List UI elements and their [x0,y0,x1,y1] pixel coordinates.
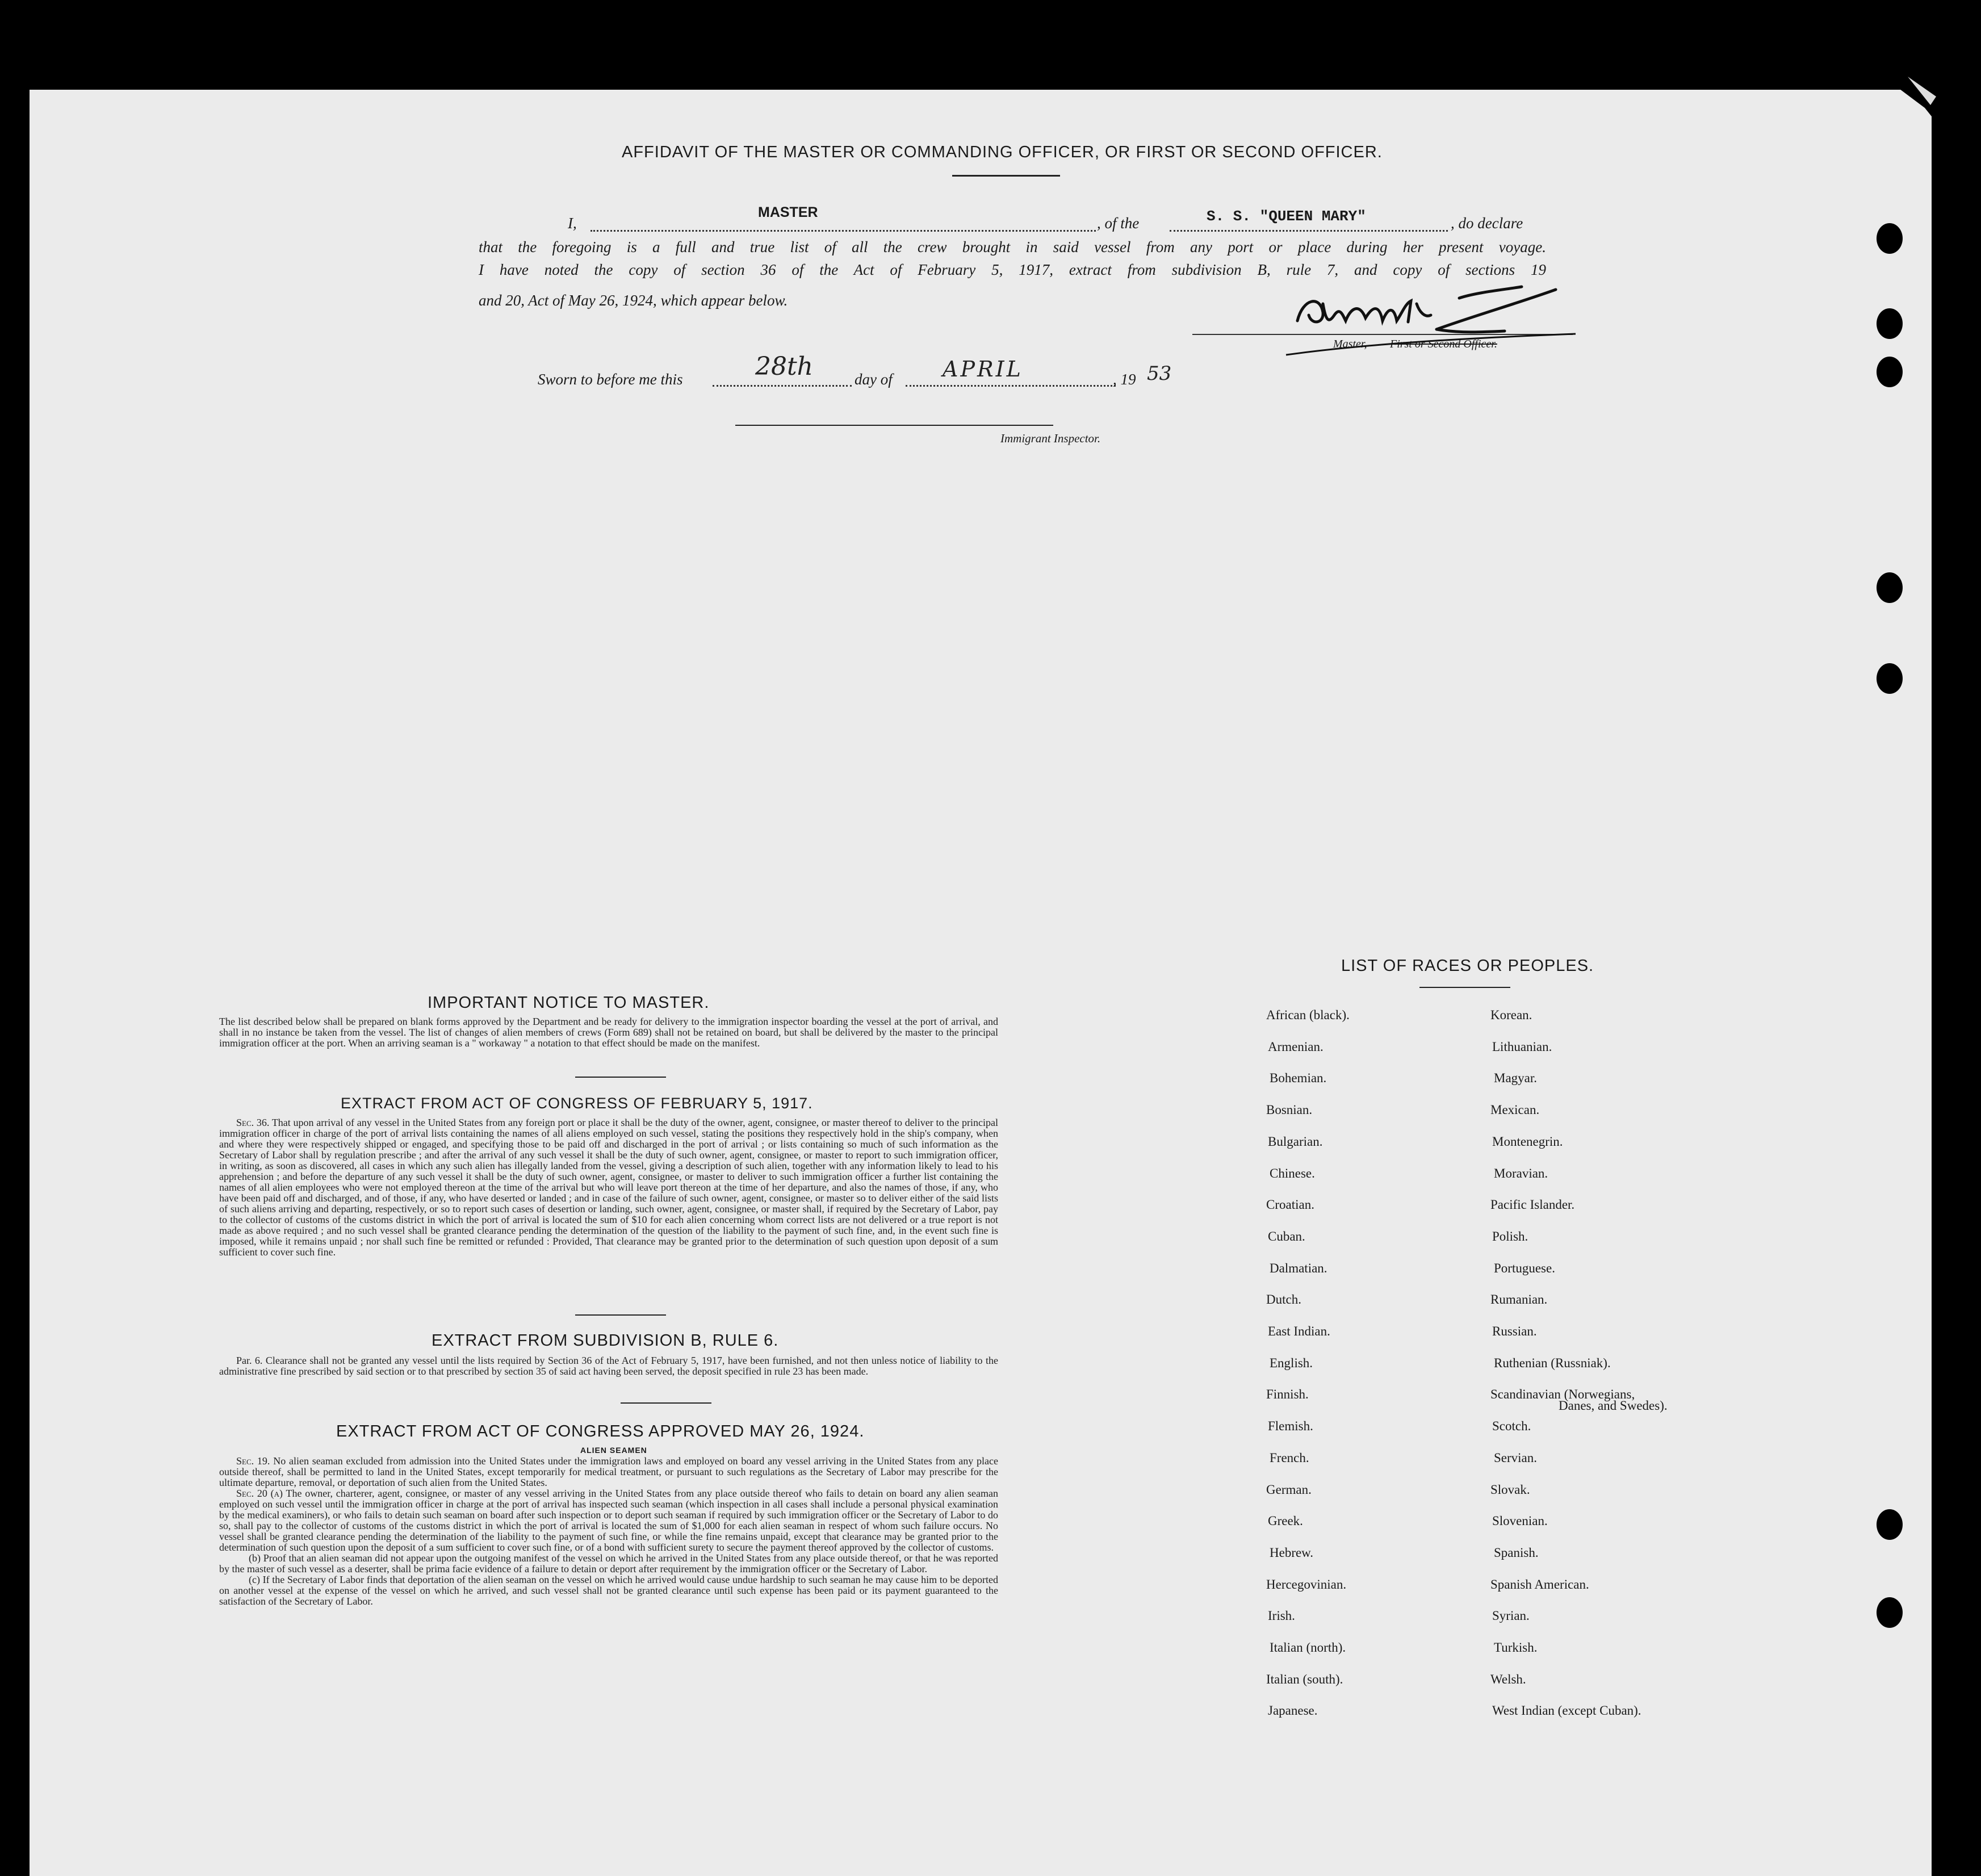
name-line [590,230,1096,232]
divider [952,175,1060,177]
inspector-caption: Immigrant Inspector. [1000,432,1101,445]
extract-1924-body [219,1456,998,1607]
race-item: Magyar. [1494,1071,1538,1086]
race-item: Finnish. [1266,1387,1309,1402]
subdivision-b-body [219,1355,998,1377]
notice-body: The list described below shall be prepared on blank forms approved by the Department and be ready for delivery to the immigration inspector boarding the vessel at the port of arrival, and shall in no instance be taken from the vessel. The list of changes of alien members of crews (Form 689) shall not be retained on board, but shall be delivered by the master to the principal immigration officer at the port. When an arriving seaman is a " workaway " a notation to that effect should be made on the manifest. [219,1016,998,1049]
punch-hole [1877,1509,1903,1540]
sec-19-label: Sec. 19. [236,1455,270,1467]
race-item: Syrian. [1492,1609,1530,1623]
race-item: Cuban. [1268,1229,1305,1243]
race-item: Armenian. [1268,1039,1324,1054]
affidavit-line-4: and 20, Act of May 26, 1924, which appear below. [479,292,788,309]
race-item: Ruthenian (Russniak). [1494,1355,1611,1370]
affidavit-heading: AFFIDAVIT OF THE MASTER OR COMMANDING OFFICER, OR FIRST OR SECOND OFFICER. [622,143,1383,161]
sec-20b-paragraph [219,1553,998,1575]
race-item: Croatian. [1266,1197,1314,1212]
sec-36-label: Sec. 36. [236,1117,270,1128]
race-item: German. [1266,1482,1312,1497]
filled-vessel: S. S. "QUEEN MARY" [1207,208,1366,225]
day-of-label: day of [855,371,893,388]
race-item: Dalmatian. [1270,1261,1327,1275]
race-item: French. [1270,1450,1309,1465]
race-item: Slovenian. [1492,1514,1548,1529]
races-heading: LIST OF RACES OR PEOPLES. [1341,957,1594,975]
divider [621,1402,711,1404]
clip-mark [1868,74,1948,142]
par-6-label: Par. 6. [236,1355,263,1366]
punch-hole [1877,357,1903,387]
punch-hole [1877,572,1903,603]
sec-19-paragraph [219,1456,998,1488]
race-item: Spanish American. [1490,1577,1589,1592]
race-item: English. [1270,1355,1313,1370]
sec-20a-label: Sec. 20 (a) [236,1488,283,1499]
race-item: Dutch. [1266,1292,1301,1307]
race-item: Korean. [1490,1008,1532,1022]
sec-20a-text: The owner, charterer, agent, consignee, or master of any vessel arriving in the United States from any place outside thereof who fails to detain on board any alien seaman employed on such vessel until the immigration officer in charge at the port of arrival has inspected such seaman (which inspection in all cases shall include a personal physical examination by the medical examiners), or who fails to detain such seaman on board after such inspection or to deport such seaman if required by such immigration officer or the Secretary of Labor to do so, shall pay to the collector of customs of the customs district in which the port of arrival is located the sum of $1,000 for each alien seaman in respect of whom such failure occurs. No vessel shall be granted clearance pending the determination of the liability to the payment of such fine, or while the fine remains unpaid, except that clearance may be granted prior to the determination of such question upon the deposit of a sum sufficient to cover such fine, or of a bond with sufficient surety to secure the payment thereof approved by the collector of customs. [219,1488,998,1553]
inspector-line [735,425,1053,426]
sec-20c-label: (c) [249,1574,260,1585]
race-item: Russian. [1492,1324,1537,1338]
race-item: Slovak. [1490,1482,1530,1497]
race-item: Bulgarian. [1268,1134,1323,1149]
divider [1419,987,1510,988]
year-prefix: , 19 [1113,371,1136,388]
sec-20a-paragraph [219,1488,998,1553]
race-item: Flemish. [1268,1419,1313,1434]
sec-19-text: No alien seaman excluded from admission into the United States under the immigration laws and employed on board any vessel arriving in the United States from any place outside thereof, shall be permitted to land in the United States, except temporarily for medical treatment, or pursuant to such regulations as the Secretary of Labor may prescribe for the ultimate departure, removal, or deportation of such alien from the United States. [219,1455,999,1488]
sworn-day: 28th [755,352,814,381]
extract-1917-heading: EXTRACT FROM ACT OF CONGRESS OF FEBRUARY 5, 1917. [341,1095,813,1112]
race-item: Hebrew. [1270,1545,1314,1560]
sworn-prefix: Sworn to before me this [538,371,683,388]
sec-36-text: That upon arrival of any vessel in the United States from any foreign port or place it shall be the duty of the owner, agent, consignee, or master thereof to deliver to the principal immigration officer in charge of the port of arrival lists containing the names of all aliens employed on such vessel, stating the positions they respectively hold in the ship's company, when and where they were respectively shipped or engaged, and specifying those to be paid off and discharged in the port of arrival ; or lists containing so much of such information as the Secretary of Labor shall by regulation prescribe ; and after the arrival of any such vessel it shall be the duty of such owner, agent, consignee, or master to report to such immigration officer, in writing, as soon as discovered, all cases in which any such alien has illegally landed from the vessel, giving a description of such alien, together with any information likely to lead to his apprehension ; and before the departure of any such vessel it shall be the duty of such owner, agent, consignee, or master to deliver to such immigration officer a further list containing the names of all alien employees who were not employed thereon at the time of the arrival but who will leave port thereon at the time of her departure, and also the names of those, if any, who have been paid off and discharged, and of those, if any, who have deserted or landed ; and in case of the failure of such owner, agent, consignee, or master so to deliver either of the said lists of such aliens arriving and departing, respectively, or so to report such cases of desertion or landing, such owner, agent, consignee, or master shall, if required by the Secretary of Labor, pay to the collector of customs of the customs district in which the port of arrival is located the sum of $10 for each alien concerning whom correct lists are not delivered or a true report is not made as above required ; and no such vessel shall be granted clearance pending the determination of the question of the liability to the payment of such fine, and, in the event such fine is imposed, while it remains unpaid ; nor shall such fine be remitted or refunded : Provided, That clearance may be granted prior to the determination of such question upon deposit of a sum sufficient to cover such fine. [219,1117,998,1258]
race-item: Polish. [1492,1229,1528,1243]
subdivision-b-heading: EXTRACT FROM SUBDIVISION B, RULE 6. [432,1331,779,1350]
race-item: Scotch. [1492,1419,1531,1434]
race-item: Bosnian. [1266,1103,1313,1117]
race-item: Welsh. [1490,1672,1526,1686]
sec-20b-text: Proof that an alien seaman did not appear upon the outgoing manifest of the vessel on which he arrived in the United States from any place outside thereof, or that he was reported by the master of such vessel as a deserter, shall be prima facie evidence of a failure to detain or deport after requirement by the immigration officer or the Secretary of Labor. [219,1552,999,1575]
race-item: Bohemian. [1270,1071,1327,1086]
race-item: Spanish. [1494,1545,1539,1560]
divider [575,1314,666,1316]
year-suffix: 53 [1147,362,1172,385]
race-item: Lithuanian. [1492,1039,1552,1054]
race-item: African (black). [1266,1008,1350,1022]
race-item: Portuguese. [1494,1261,1555,1275]
race-item: Hercegovinian. [1266,1577,1347,1592]
affidavit-line-2: that the foregoing is a full and true list of all the crew brought in said vessel from any port or place during her present voyage. [479,238,1546,256]
race-item: Pacific Islander. [1490,1197,1575,1212]
signature-caption-struck: First or Second Officer. [1390,338,1497,350]
affidavit-line-3: I have noted the copy of section 36 of the Act of February 5, 1917, extract from subdivision B, rule 7, and copy of sections 19 [479,261,1546,278]
alien-seamen-subheading: ALIEN SEAMEN [580,1446,647,1455]
race-item: Servian. [1494,1450,1538,1465]
sec-20b-label: (b) [249,1552,261,1564]
race-item: Mexican. [1490,1103,1540,1117]
extract-1924-heading: EXTRACT FROM ACT OF CONGRESS APPROVED MAY 26, 1924. [336,1422,865,1440]
month-line [906,385,1116,387]
race-item: West Indian (except Cuban). [1492,1703,1641,1718]
day-line [713,385,852,387]
race-item: Montenegrin. [1492,1134,1563,1149]
affidavit-i: I, [568,215,577,232]
punch-hole [1877,663,1903,694]
race-item: East Indian. [1268,1324,1330,1338]
notice-heading: IMPORTANT NOTICE TO MASTER. [428,994,710,1012]
signature-caption-master: Master, [1333,338,1367,350]
race-item: Rumanian. [1490,1292,1548,1307]
sec-20c-paragraph [219,1575,998,1607]
race-item: Italian (south). [1266,1672,1343,1686]
race-item: Italian (north). [1270,1640,1346,1655]
race-item: Greek. [1268,1514,1303,1529]
race-item: Chinese. [1270,1166,1315,1180]
race-item: Scandinavian (Norwegians, [1490,1387,1635,1402]
signature-strike-stroke [1283,329,1578,358]
extract-1917-body [219,1117,998,1258]
race-item-continuation: Danes, and Swedes). [1559,1398,1668,1413]
race-item: Irish. [1268,1609,1295,1623]
of-the-label: , of the [1097,215,1140,232]
race-item: Japanese. [1268,1703,1318,1718]
filled-title: MASTER [758,204,818,220]
punch-hole [1877,223,1903,254]
race-item: Moravian. [1494,1166,1548,1180]
do-declare-label: , do declare [1451,215,1523,232]
sworn-month: APRIL [943,357,1023,382]
divider [575,1077,666,1078]
vessel-line [1170,230,1448,232]
race-item: Turkish. [1494,1640,1538,1655]
par-6-text: Clearance shall not be granted any vessel until the lists required by Section 36 of the Act of February 5, 1917, have been furnished, and not then unless notice of liability to the administrative fine prescribed by said section or to that prescribed by section 35 of said act having been served, the deposit specified in rule 23 has been made. [219,1355,998,1377]
sec-20c-text: If the Secretary of Labor finds that deportation of the alien seaman on the vessel on which he arrived would cause undue hardship to such seaman he may cause him to be deported on another vessel at the expense of the vessel on which he arrived, and such vessel shall not be granted clearance until such expense has been paid or its payment guaranteed to the satisfaction of the Secretary of Labor. [219,1574,999,1607]
punch-hole [1877,308,1903,339]
punch-hole [1877,1597,1903,1628]
